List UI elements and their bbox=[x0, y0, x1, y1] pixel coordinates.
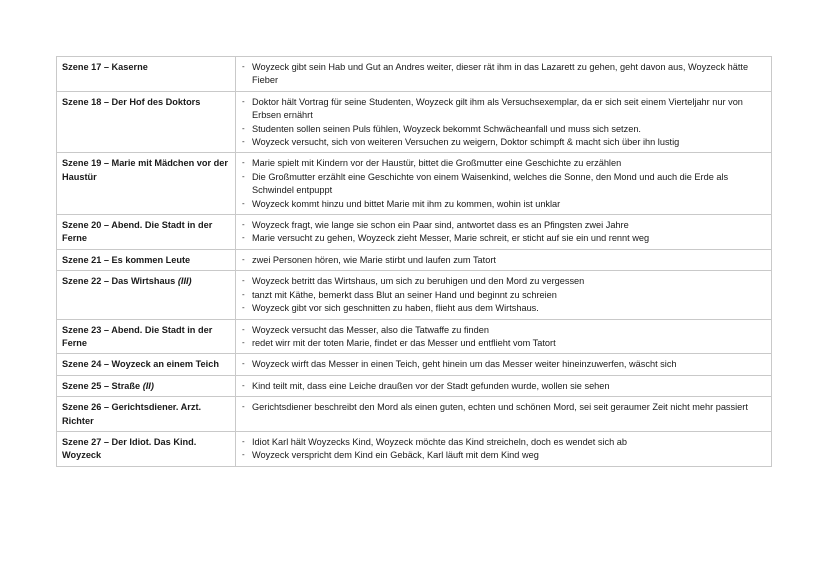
list-item bbox=[241, 157, 766, 170]
bullet-dash-icon: ‐ bbox=[242, 158, 245, 168]
summary-list bbox=[241, 324, 766, 351]
scene-title-cell bbox=[57, 431, 236, 466]
bullet-dash-icon: ‐ bbox=[242, 62, 245, 71]
list-item-text: Gerichtsdiener beschreibt den Mord als einen guten, echten und schönen Mord, sei seit geraumer Zeit nicht mehr passiert bbox=[252, 402, 748, 413]
scene-title: Szene 26 – Gerichtsdiener. Arzt. Richter bbox=[62, 402, 202, 426]
scene-summary-cell bbox=[236, 153, 772, 215]
bullet-dash-icon: ‐ bbox=[242, 220, 245, 230]
scene-summary-cell bbox=[236, 375, 772, 396]
bullet-dash-icon: ‐ bbox=[242, 337, 245, 347]
document-page bbox=[56, 56, 772, 467]
list-item bbox=[241, 337, 766, 350]
summary-list bbox=[241, 219, 766, 246]
scene-title: Szene 19 – Marie mit Mädchen vor der Haustür bbox=[62, 158, 228, 182]
list-item-text: Woyzeck versucht das Messer, also die Tatwaffe zu finden bbox=[252, 324, 489, 335]
scene-title-cell bbox=[57, 375, 236, 396]
bullet-dash-icon: ‐ bbox=[242, 171, 245, 181]
summary-list bbox=[241, 275, 766, 315]
table-row bbox=[57, 354, 772, 375]
scene-title-cell bbox=[57, 249, 236, 270]
list-item-text: Kind teilt mit, dass eine Leiche draußen vor der Stadt gefunden wurde, wollen sie sehen bbox=[252, 380, 610, 391]
list-item bbox=[241, 358, 766, 371]
list-item-text: Woyzeck versucht, sich von weiteren Versuchen zu weigern, Doktor schimpft & macht sich über ihn lustig bbox=[252, 137, 680, 148]
list-item bbox=[241, 436, 766, 449]
table-row bbox=[57, 375, 772, 396]
summary-list bbox=[241, 61, 766, 88]
scene-title: Szene 20 – Abend. Die Stadt in der Ferne bbox=[62, 220, 213, 244]
list-item-text: Marie versucht zu gehen, Woyzeck zieht Messer, Marie schreit, er sticht auf sie ein und rennt weg bbox=[252, 233, 650, 244]
table-row bbox=[57, 215, 772, 250]
bullet-dash-icon: ‐ bbox=[242, 380, 245, 390]
list-item-text: Woyzeck fragt, wie lange sie schon ein Paar sind, antwortet dass es an Pfingsten zwei Jahre bbox=[252, 220, 629, 231]
list-item-text: tanzt mit Käthe, bemerkt dass Blut an seiner Hand und beginnt zu schreien bbox=[252, 289, 557, 300]
table-row bbox=[57, 271, 772, 319]
bullet-dash-icon: ‐ bbox=[242, 324, 245, 334]
bullet-dash-icon: ‐ bbox=[242, 436, 245, 446]
list-item-text: Studenten sollen seinen Puls fühlen, Woyzeck bekommt Schwächeanfall und muss sich setzen. bbox=[252, 123, 641, 134]
scene-summary-cell bbox=[236, 271, 772, 319]
scene-summary-cell bbox=[236, 57, 772, 92]
list-item-text: Woyzeck kommt hinzu und bittet Marie mit ihm zu kommen, wohin ist unklar bbox=[252, 198, 561, 209]
scene-title: Szene 18 – Der Hof des Doktors bbox=[62, 96, 201, 107]
scene-summary-cell bbox=[236, 91, 772, 153]
bullet-dash-icon: ‐ bbox=[242, 359, 245, 369]
list-item bbox=[241, 136, 766, 149]
list-item bbox=[241, 449, 766, 462]
summary-list bbox=[241, 436, 766, 463]
list-item-text: Woyzeck betritt das Wirtshaus, um sich zu beruhigen und den Mord zu vergessen bbox=[252, 276, 585, 287]
scene-title: Szene 27 – Der Idiot. Das Kind. Woyzeck bbox=[62, 436, 197, 461]
bullet-dash-icon: ‐ bbox=[242, 450, 245, 460]
list-item bbox=[241, 61, 766, 88]
table-row bbox=[57, 91, 772, 153]
scene-title-suffix: (II) bbox=[142, 380, 154, 391]
list-item-text: Die Großmutter erzählt eine Geschichte von einem Waisenkind, welches die Sonne, den Mond und auch die Erde als Schwindel entpuppt bbox=[252, 171, 729, 196]
table-row bbox=[57, 397, 772, 432]
bullet-dash-icon: ‐ bbox=[242, 402, 245, 412]
scene-summary-cell bbox=[236, 319, 772, 354]
list-item bbox=[241, 289, 766, 302]
bullet-dash-icon: ‐ bbox=[242, 254, 245, 264]
table-row bbox=[57, 249, 772, 270]
list-item bbox=[241, 171, 766, 198]
list-item bbox=[241, 401, 766, 414]
scene-title: Szene 23 – Abend. Die Stadt in der Ferne bbox=[62, 324, 213, 348]
list-item bbox=[241, 219, 766, 232]
scene-title-suffix: (III) bbox=[177, 276, 192, 287]
list-item-text: Woyzeck gibt vor sich geschnitten zu haben, flieht aus dem Wirtshaus. bbox=[252, 303, 539, 314]
summary-list bbox=[241, 254, 766, 267]
scene-title: Szene 25 – Straße bbox=[62, 380, 143, 391]
scene-title-cell bbox=[57, 91, 236, 153]
list-item bbox=[241, 302, 766, 315]
scene-title-cell bbox=[57, 397, 236, 432]
list-item bbox=[241, 198, 766, 211]
table-row bbox=[57, 153, 772, 215]
scene-title-cell bbox=[57, 153, 236, 215]
summary-list bbox=[241, 380, 766, 393]
scene-title-cell bbox=[57, 215, 236, 250]
scene-title-cell bbox=[57, 319, 236, 354]
list-item-text: Marie spielt mit Kindern vor der Haustür, bittet die Großmutter eine Geschichte zu erzählen bbox=[252, 158, 622, 169]
summary-list bbox=[241, 96, 766, 150]
scene-title: Szene 21 – Es kommen Leute bbox=[62, 254, 191, 265]
list-item bbox=[241, 380, 766, 393]
bullet-dash-icon: ‐ bbox=[242, 96, 245, 106]
bullet-dash-icon: ‐ bbox=[242, 198, 245, 208]
scene-summary-cell bbox=[236, 354, 772, 375]
list-item-text: Idiot Karl hält Woyzecks Kind, Woyzeck möchte das Kind streicheln, doch es wendet sich ab bbox=[252, 436, 628, 447]
list-item-text: Woyzeck gibt sein Hab und Gut an Andres weiter, dieser rät ihm in das Lazarett zu gehen, geht davon aus, Woyzeck hätte Fieber bbox=[252, 62, 749, 86]
scene-title-cell bbox=[57, 354, 236, 375]
scene-title-cell bbox=[57, 271, 236, 319]
bullet-dash-icon: ‐ bbox=[242, 289, 245, 299]
scene-summary-cell bbox=[236, 431, 772, 466]
bullet-dash-icon: ‐ bbox=[242, 123, 245, 133]
scene-summary-cell bbox=[236, 249, 772, 270]
scene-summary-cell bbox=[236, 215, 772, 250]
list-item bbox=[241, 324, 766, 337]
scene-table-body bbox=[57, 57, 772, 467]
bullet-dash-icon: ‐ bbox=[242, 233, 245, 243]
list-item-text: zwei Personen hören, wie Marie stirbt und laufen zum Tatort bbox=[252, 254, 496, 265]
summary-list bbox=[241, 401, 766, 414]
scene-summary-cell bbox=[236, 397, 772, 432]
table-row bbox=[57, 431, 772, 466]
list-item-text: Doktor hält Vortrag für seine Studenten, Woyzeck gilt ihm als Versuchsexemplar, da er sich seit einem Vierteljahr nur von Erbsen ernährt bbox=[252, 96, 743, 121]
list-item-text: Woyzeck wirft das Messer in einen Teich, geht hinein um das Messer weiter hineinzuwerfen, wäscht sich bbox=[252, 359, 677, 370]
list-item bbox=[241, 123, 766, 136]
table-row bbox=[57, 57, 772, 92]
scene-title: Szene 17 – Kaserne bbox=[62, 62, 148, 72]
scene-table bbox=[56, 56, 772, 467]
table-row bbox=[57, 319, 772, 354]
summary-list bbox=[241, 358, 766, 371]
list-item-text: redet wirr mit der toten Marie, findet er das Messer und entflieht vom Tatort bbox=[252, 337, 556, 348]
scene-title: Szene 22 – Das Wirtshaus bbox=[62, 276, 178, 287]
bullet-dash-icon: ‐ bbox=[242, 137, 245, 147]
bullet-dash-icon: ‐ bbox=[242, 276, 245, 286]
scene-title: Szene 24 – Woyzeck an einem Teich bbox=[62, 359, 219, 370]
summary-list bbox=[241, 157, 766, 211]
bullet-dash-icon: ‐ bbox=[242, 303, 245, 313]
scene-title-cell bbox=[57, 57, 236, 92]
list-item bbox=[241, 254, 766, 267]
list-item bbox=[241, 96, 766, 123]
list-item bbox=[241, 275, 766, 288]
list-item bbox=[241, 232, 766, 245]
list-item-text: Woyzeck verspricht dem Kind ein Gebäck, Karl läuft mit dem Kind weg bbox=[252, 450, 539, 461]
